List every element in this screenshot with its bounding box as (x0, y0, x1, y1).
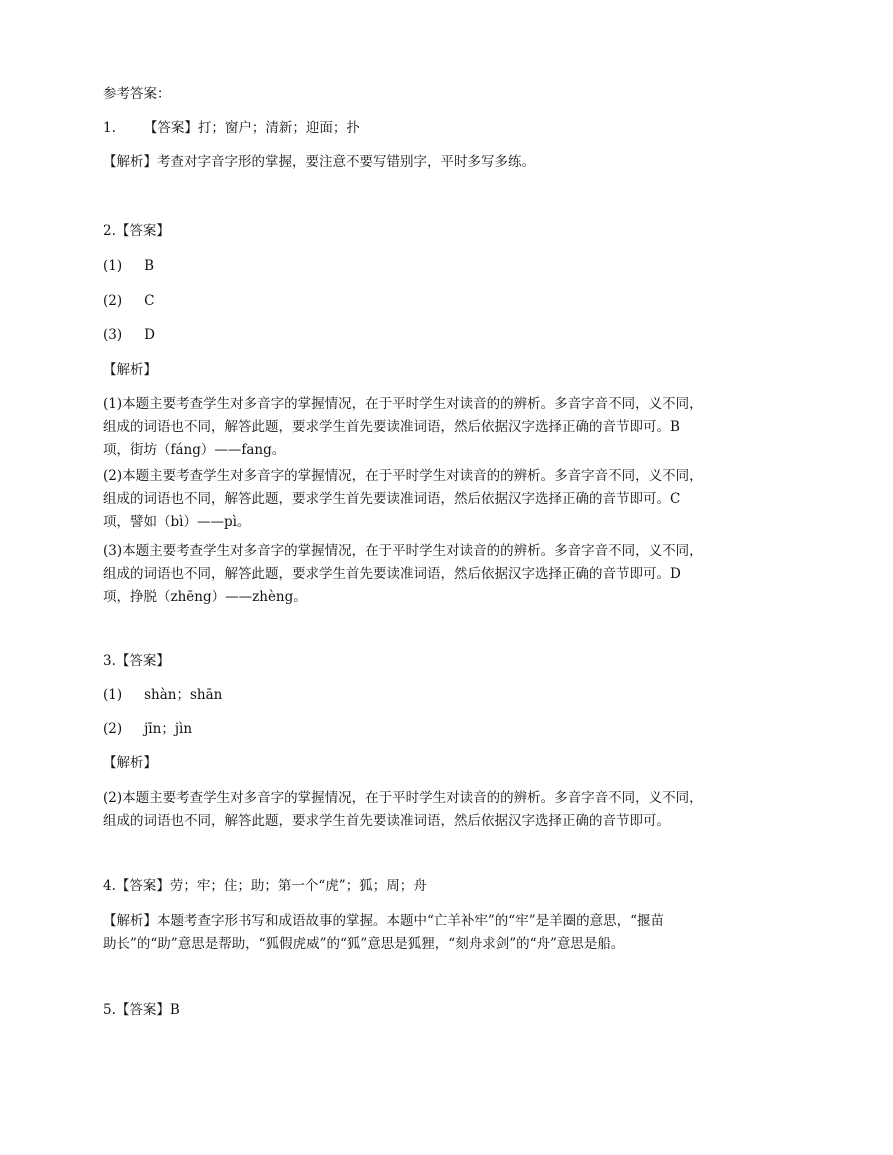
q3-option-1-num: (1) (103, 687, 123, 703)
q2-option-2-num: (2) (103, 293, 123, 309)
q2-analysis-2-line-2: 组成的词语也不同，解答此题，要求学生首先要读准词语，然后依据汉字选择正确的音节即可。C (103, 491, 681, 507)
q1-answer-line (103, 117, 783, 139)
q3-option-2-num: (2) (103, 721, 123, 737)
q2-heading: 2.【答案】 (103, 223, 170, 239)
q1-analysis-line (103, 151, 783, 173)
q2-option-1 (103, 255, 783, 277)
q3-option-1-value: shàn；shān (144, 687, 223, 703)
q1-analysis: 考查对字音字形的掌握，要注意不要写错别字，平时多写多练。 (157, 154, 535, 170)
q5-answer-line (103, 999, 783, 1021)
q5-heading: 5.【答案】 (103, 1002, 170, 1018)
q2-analysis-1-line-3: 项，街坊（fáng）——fang。 (103, 442, 286, 458)
q4-analysis-label: 【解析】 (103, 913, 157, 929)
q3-heading: 3.【答案】 (103, 653, 170, 669)
q1-analysis-label: 【解析】 (103, 154, 157, 170)
q2-analysis-2-line-1: (2)本题主要考查学生对多音字的掌握情况，在于平时学生对读音的的辨析。多音字音不同，义不同， (103, 468, 703, 484)
q3-option-2 (103, 718, 783, 740)
q3-analysis-line-1: (2)本题主要考查学生对多音字的掌握情况，在于平时学生对读音的的辨析。多音字音不同，义不同， (103, 790, 703, 806)
page-title: 参考答案： (103, 86, 171, 102)
q2-analysis-1-line-1: (1)本题主要考查学生对多音字的掌握情况，在于平时学生对读音的的辨析。多音字音不同，义不同， (103, 396, 703, 412)
q3-analysis-label: 【解析】 (103, 755, 157, 771)
q3-option-2-value: jīn；jìn (144, 721, 193, 737)
q4-analysis-line-1 (103, 910, 781, 933)
q2-analysis-1 (103, 393, 781, 462)
q4-analysis-line-2: 助长”的“助”意思是帮助，“狐假虎威”的“狐”意思是狐狸，“刻舟求剑”的“舟”意思是船。 (103, 936, 625, 952)
q2-analysis-3-line-2: 组成的词语也不同，解答此题，要求学生首先要读准词语，然后依据汉字选择正确的音节即可。D (103, 566, 681, 582)
q3-analysis-line-2: 组成的词语也不同，解答此题，要求学生首先要读准词语，然后依据汉字选择正确的音节即可。 (103, 813, 670, 829)
q2-analysis-3-line-1: (3)本题主要考查学生对多音字的掌握情况，在于平时学生对读音的的辨析。多音字音不同，义不同， (103, 543, 703, 559)
q4-heading: 4.【答案】 (103, 878, 170, 894)
q2-option-1-value: B (144, 258, 155, 274)
q1-answer: 打；窗户；清新；迎面；扑 (197, 120, 360, 136)
q2-analysis-3-line-3: 项，挣脱（zhēng）——zhèng。 (103, 589, 307, 605)
q2-analysis-1-line-2: 组成的词语也不同，解答此题，要求学生首先要读准词语，然后依据汉字选择正确的音节即可。B (103, 419, 680, 435)
q4-answer-line (103, 875, 783, 897)
q2-option-2 (103, 290, 783, 312)
q4-analysis (103, 910, 781, 956)
q2-analysis-3 (103, 540, 781, 609)
q5-answer: B (169, 1002, 180, 1018)
q2-option-3-value: D (144, 327, 155, 343)
q4-answer: 劳；牢；住；助；第一个“虎”；狐；周；舟 (169, 878, 427, 894)
q2-option-1-num: (1) (103, 258, 123, 274)
q2-analysis-2 (103, 465, 781, 534)
q2-option-2-value: C (144, 293, 155, 309)
q2-option-3-num: (3) (103, 327, 123, 343)
q1-answer-label: 【答案】 (143, 120, 198, 136)
q3-option-1 (103, 684, 783, 706)
q2-analysis-label: 【解析】 (103, 362, 157, 378)
q1-number: 1. (103, 120, 116, 136)
q2-analysis-2-line-3: 项，譬如（bì）——pì。 (103, 514, 251, 530)
q2-option-3 (103, 324, 783, 346)
q4-analysis-text-1: 本题考查字形书写和成语故事的掌握。本题中“亡羊补牢”的“牢”是羊圈的意思，“揠苗 (157, 913, 665, 929)
q3-analysis (103, 787, 781, 833)
